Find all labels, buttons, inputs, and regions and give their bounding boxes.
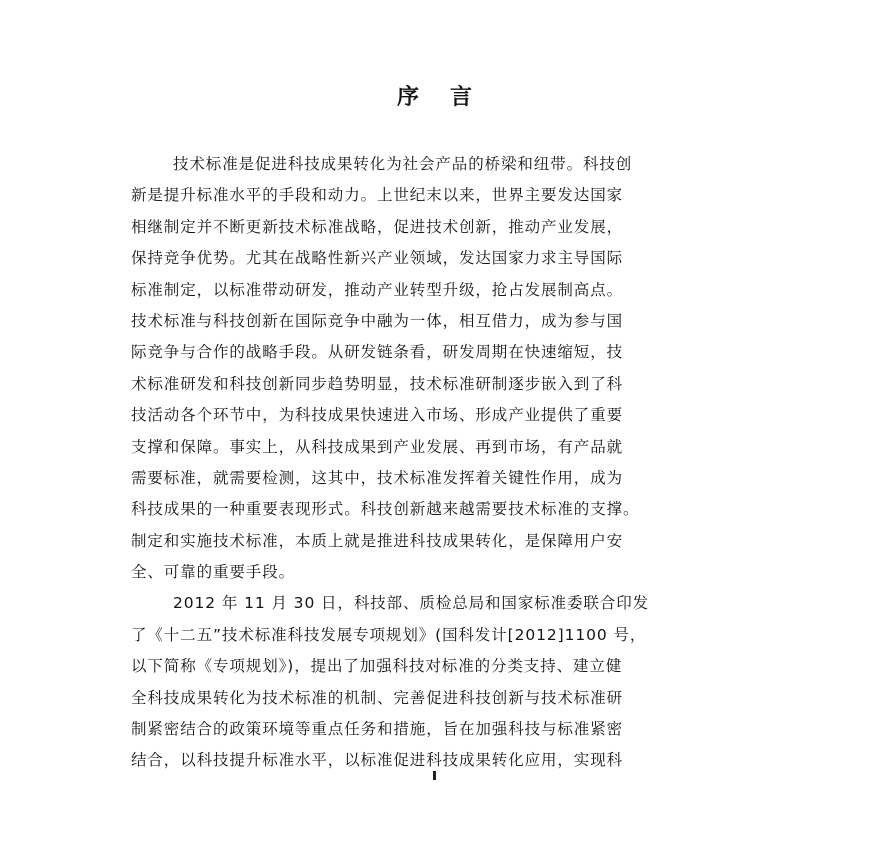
paragraph-2-line: 了《十二五”技术标准科技发展专项规划》(国科发计[2012]1100 号， [131,625,647,644]
paragraph-2-line: 结合，以科技提升标准水平，以标准促进科技成果转化应用，实现科 [131,751,624,770]
paragraph-1-line: 需要标准，就需要检测，这其中，技术标准发挥着关键性作用，成为 [131,468,624,487]
paragraph-1-line: 全、可靠的重要手段。 [131,563,296,582]
paragraph-1-line: 制定和实施技术标准，本质上就是推进科技成果转化，是保障用户安 [131,531,624,550]
paragraph-1-line: 技术标准与科技创新在国际竞争中融为一体，相互借力，成为参与国 [131,311,624,330]
paragraph-1-line: 新是提升标准水平的手段和动力。上世纪末以来，世界主要发达国家 [131,186,624,205]
paragraph-1-line: 保持竞争优势。尤其在战略性新兴产业领域，发达国家力求主导国际 [131,249,624,268]
title-char-2: 言 [450,85,474,110]
title-char-1: 序 [396,85,420,110]
paragraph-1-line: 科技成果的一种重要表现形式。科技创新越来越需要技术标准的支撑。 [131,500,640,519]
paragraph-2-line: 制紧密结合的政策环境等重点任务和措施，旨在加强科技与标准紧密 [131,720,624,739]
paragraph-2-line: 2012 年 11 月 30 日，科技部、质检总局和国家标准委联合印发 [173,594,650,613]
paragraph-2-line: 以下简称《专项规划》)，提出了加强科技对标准的分类支持、建立健 [131,657,623,676]
page-title [0,80,870,111]
body-text [131,149,746,777]
paragraph-1-line: 技术标准是促进科技成果转化为社会产品的桥梁和纽带。科技创 [173,155,633,173]
paragraph-1-line: 相继制定并不断更新技术标准战略，促进技术创新，推动产业发展， [131,217,624,236]
paragraph-1-line: 标准制定，以标准带动研发，推动产业转型升级，抢占发展制高点。 [131,280,624,299]
paragraph-1-line: 术标准研发和科技创新同步趋势明显，技术标准研制逐步嵌入到了科 [131,374,624,393]
paragraph-1-line: 际竞争与合作的战略手段。从研发链条看，研发周期在快速缩短，技 [131,343,624,362]
paragraph-1-line: 支撑和保障。事实上，从科技成果到产业发展、再到市场，有产品就 [131,437,624,456]
page-number-mark [433,771,436,780]
paragraph-1-line: 技活动各个环节中，为科技成果快速进入市场、形成产业提供了重要 [131,406,624,425]
paragraph-2-line: 全科技成果转化为技术标准的机制、完善促进科技创新与技术标准研 [131,688,624,707]
